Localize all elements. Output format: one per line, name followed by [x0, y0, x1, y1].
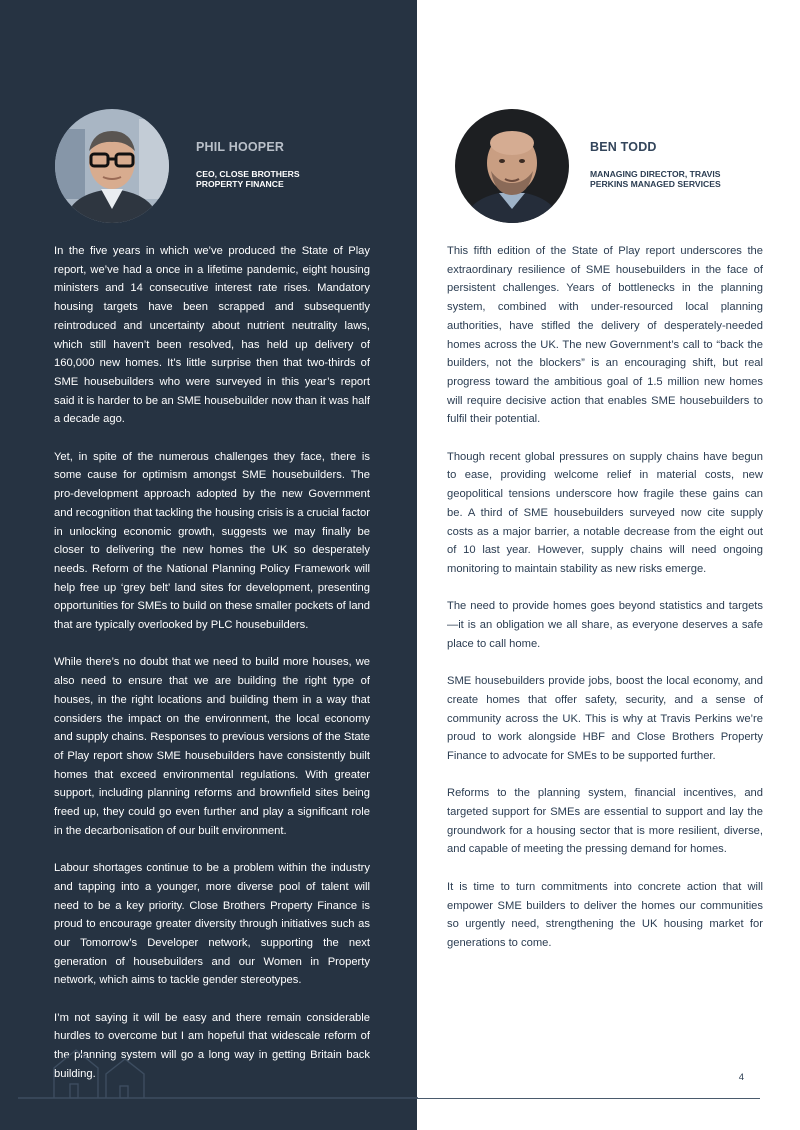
right-paragraph-1: This fifth edition of the State of Play report underscores the extraordinary resilience of SME housebuilders in the face of persistent challenges. Years of bottlenecks in the planning system, combined with under-resourced local planning authorities, have stifled the delivery of desperately-needed homes across the UK. The new Government’s call to “back the builders, not the blockers” is an encouraging shift, but real progress toward the ambitious goal of 1.5 million new homes will require decisive action that enables SME housebuilders to fulfil their potential.: [447, 245, 763, 426]
right-paragraph-3: The need to provide homes goes beyond statistics and targets—it is an obligation we all share, as everyone deserves a safe place to call home.: [447, 600, 763, 650]
right-paragraph-4: SME housebuilders provide jobs, boost the local economy, and create homes that offer safety, security, and a sense of community across the UK. This is why at Travis Perkins we’re proud to work alongside HBF and Close Brothers Property Finance to advocate for SMEs to be supported further.: [447, 675, 763, 762]
left-paragraph-5: I’m not saying it will be easy and there remain considerable hurdles to overcome but I am hopeful that widescale reform of the planning system will go a long way in getting Britain back building.: [54, 1011, 370, 1080]
page-number: 4: [738, 1072, 744, 1083]
left-paragraph-2: Yet, in spite of the numerous challenges they face, there is some cause for optimism amongst SME housebuilders. The pro-development approach adopted by the new Government and recognition that tackling the housing crisis is a crucial factor in unlocking economic growth, suggests we may finally be closer to delivering the new homes the UK so desperately needs. Reform of the National Planning Policy Framework will help free up ‘grey belt’ land sites for development, presenting opportunities for SMEs to build on these smaller pockets of land that are typically overlooked by PLC housebuilders.: [54, 450, 370, 632]
author-role-right: MANAGING DIRECTOR, TRAVIS PERKINS MANAGED SERVICES: [590, 169, 721, 189]
left-article-column: [54, 242, 370, 1102]
right-paragraph-5: Reforms to the planning system, financial incentives, and targeted support for SMEs are essential to support and lay the groundwork for a housing sector that is more resilient, diverse, and capable of meeting the pressing demand for homes.: [447, 787, 763, 856]
right-paragraph-6: It is time to turn commitments into concrete action that will empower SME builders to deliver the homes our communities so urgently need, strengthening the UK housing market for generations to come.: [447, 880, 763, 949]
footer-divider: [417, 1098, 760, 1099]
author-name-right: BEN TODD: [590, 140, 657, 154]
left-paragraph-3: While there’s no doubt that we need to build more houses, we also need to ensure that we are building the right type of houses, in the right locations and building them in a way that considers the impact on the environment, the local economy and supply chains. Responses to previous versions of the State of Play report show SME housebuilders have consistently built homes that exceed environmental regulations. With greater support, including planning reforms and brownfield sites being freed up, they could go even further and play a significant role in the decarbonisation of our built environment.: [54, 656, 370, 837]
author-name-left: PHIL HOOPER: [196, 140, 285, 154]
left-paragraph-1: In the five years in which we’ve produced the State of Play report, we’ve had a once in a lifetime pandemic, eight housing ministers and 14 consecutive interest rate rises. Mandatory housing targets have been scrapped and subsequently reintroduced and uncertainty about nutrient neutrality laws, which still haven’t been resolved, has held up delivery of 160,000 new homes. It’s little surprise then that two-thirds of SME housebuilders who were surveyed in this year’s report said it is harder to be an SME housebuilder now than it was half a decade ago.: [54, 245, 370, 426]
right-article-column: [447, 242, 763, 971]
author-role-left: CEO, CLOSE BROTHERS PROPERTY FINANCE: [196, 169, 300, 189]
house-outline-icon: [18, 1046, 418, 1111]
left-paragraph-4: Labour shortages continue to be a problem within the industry and tapping into a younger, more diverse pool of talent will need to be a key priority. Close Brothers Property Finance is proud to encourage greater diversity through initiatives such as our Tomorrow’s Developer network, supporting the next generation of housebuilders and our Women in Property network, which aims to tackle gender stereotypes.: [54, 862, 370, 987]
phil-hooper-photo-icon: [55, 109, 169, 223]
ben-todd-photo-icon: [455, 109, 569, 223]
right-paragraph-2: Though recent global pressures on supply chains have begun to ease, providing welcome relief in material costs, new geopolitical tensions underscore how fragile these gains can be. A third of SME housebuilders surveyed now cite supply costs as a major barrier, a notable decrease from the eight out of 10 last year. However, supply chains will need ongoing monitoring to maintain stability as new risks emerge.: [447, 450, 763, 575]
